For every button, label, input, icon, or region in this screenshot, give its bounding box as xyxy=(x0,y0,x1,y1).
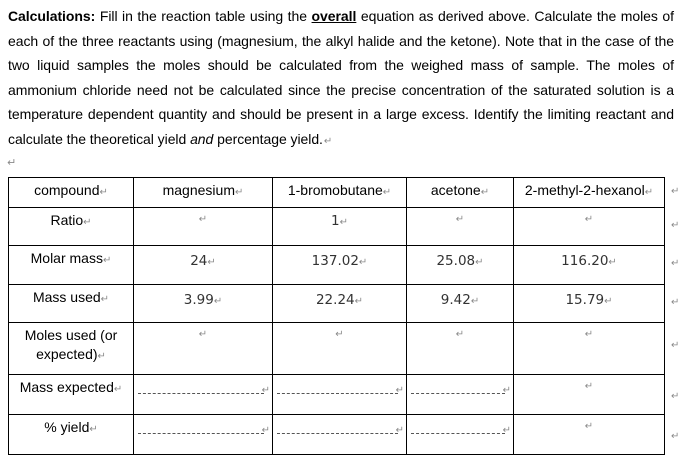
row-end-mark-icon: ↵ xyxy=(671,431,679,442)
table-header-row xyxy=(9,178,665,208)
table-cell[interactable]: 25.08↵ xyxy=(407,246,514,285)
table-row xyxy=(9,285,665,323)
instructions-text-3: percentage yield. xyxy=(213,130,323,147)
table-cell[interactable]: 22.24↵ xyxy=(273,285,407,323)
table-cell[interactable]: ↵ xyxy=(514,415,665,455)
table-cell[interactable]: ↵ xyxy=(514,375,665,415)
table-cell[interactable]: 137.02↵ xyxy=(273,246,407,285)
paragraph-mark-icon: ↵ xyxy=(323,135,333,147)
row-label-mass-expected[interactable]: Mass expected↵ xyxy=(9,375,134,415)
table-cell[interactable]: 9.42↵ xyxy=(407,285,514,323)
header-cell[interactable]: 2-methyl-2-hexanol↵ xyxy=(514,178,665,208)
table-cell[interactable]: ↵ xyxy=(514,208,665,246)
table-cell[interactable]: ↵ xyxy=(273,323,407,375)
row-label-ratio[interactable]: Ratio↵ xyxy=(9,208,134,246)
dashed-cell[interactable]: ↵ xyxy=(407,375,514,415)
row-end-mark-icon: ↵ xyxy=(671,258,679,269)
dashed-cell[interactable]: ↵ xyxy=(273,415,407,455)
row-label-mass-used[interactable]: Mass used↵ xyxy=(9,285,134,323)
row-end-mark-icon: ↵ xyxy=(671,340,679,351)
row-label-molar-mass[interactable]: Molar mass↵ xyxy=(9,246,134,285)
table-cell[interactable]: ↵ xyxy=(407,208,514,246)
table-row xyxy=(9,246,665,285)
overall-emphasis: overall xyxy=(311,8,357,24)
table-cell[interactable]: 15.79↵ xyxy=(514,285,665,323)
table-cell[interactable]: ↵ xyxy=(134,208,273,246)
table-cell[interactable]: ↵ xyxy=(407,323,514,375)
header-cell[interactable]: magnesium↵ xyxy=(134,178,273,208)
table-row xyxy=(9,375,665,415)
table-cell[interactable]: 116.20↵ xyxy=(514,246,665,285)
row-end-mark-icon: ↵ xyxy=(671,297,679,308)
empty-paragraph-mark-icon: ↵ xyxy=(7,157,17,169)
calculations-instructions xyxy=(8,4,674,155)
header-cell[interactable]: compound↵ xyxy=(9,178,134,208)
row-end-mark-icon: ↵ xyxy=(671,391,679,402)
dashed-cell[interactable]: ↵ xyxy=(134,415,273,455)
row-label-percent-yield[interactable]: % yield↵ xyxy=(9,415,134,455)
row-end-mark-icon: ↵ xyxy=(671,186,679,197)
table-row xyxy=(9,323,665,375)
header-cell[interactable]: acetone↵ xyxy=(407,178,514,208)
dashed-cell[interactable]: ↵ xyxy=(407,415,514,455)
table-cell[interactable]: 24↵ xyxy=(134,246,273,285)
table-row xyxy=(9,415,665,455)
row-label-moles-used[interactable]: Moles used (or expected)↵ xyxy=(9,323,134,375)
table-cell[interactable]: 1↵ xyxy=(273,208,407,246)
header-cell[interactable]: 1-bromobutane↵ xyxy=(273,178,407,208)
table-cell[interactable]: ↵ xyxy=(134,323,273,375)
row-end-mark-icon: ↵ xyxy=(671,220,679,231)
table-cell[interactable]: 3.99↵ xyxy=(134,285,273,323)
dashed-cell[interactable]: ↵ xyxy=(134,375,273,415)
dashed-cell[interactable]: ↵ xyxy=(273,375,407,415)
table-row xyxy=(9,208,665,246)
calculations-heading: Calculations: xyxy=(8,8,96,24)
reaction-table xyxy=(8,177,665,455)
table-cell[interactable]: ↵ xyxy=(514,323,665,375)
instructions-text-1: Fill in the reaction table using the xyxy=(95,8,312,24)
and-emphasis: and xyxy=(190,130,214,147)
instructions-text-2: equation as derived above. Calculate the moles of each of the three reactants using (magnesium, the alkyl halide and the ketone). Note that in the case of the two liquid samples the moles should be calculated from the weighed mass of sample. The moles of ammonium chloride need not be calculated since the precise concentration of the saturated solution is a temperature dependent quantity and should be present in a large excess. Identify the limiting reactant and calculate the theoretical yield xyxy=(8,8,674,147)
